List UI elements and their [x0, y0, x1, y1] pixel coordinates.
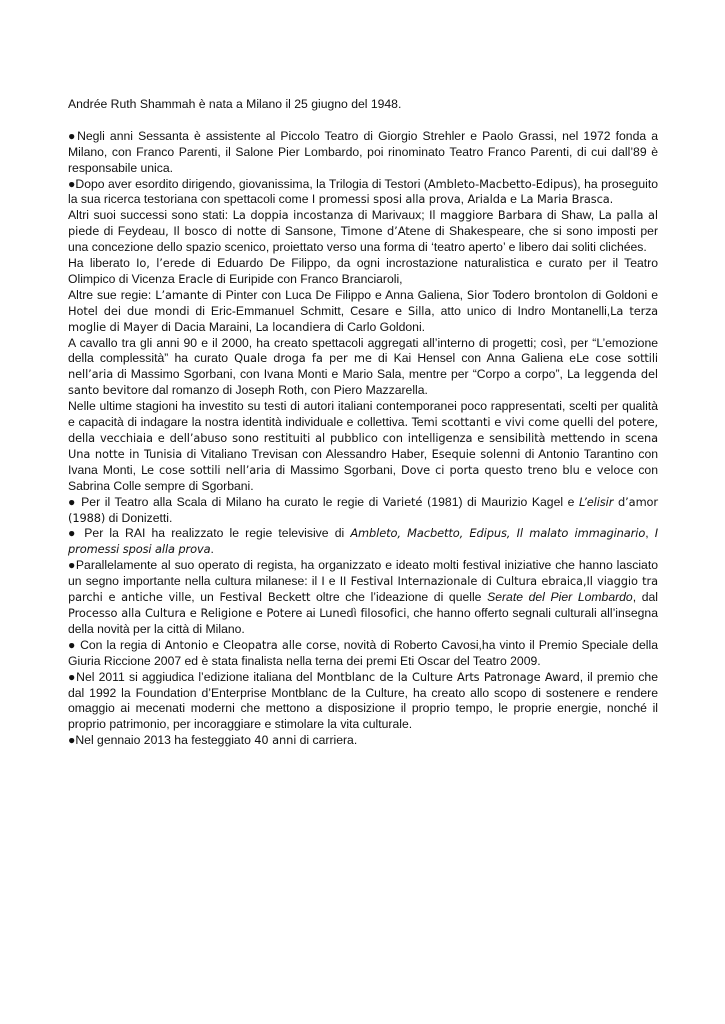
text-run: di Eduardo De Filippo, da ogni incrostazione naturalistica e curato per il Teatro Olimpico di Vicenza: [68, 256, 658, 286]
text-run: Altre sue regie:: [68, 287, 156, 302]
text-run: ), ha proseguito la sua ricerca testoriana con spettacoli come: [68, 176, 658, 207]
paragraph: [68, 733, 658, 749]
text-run: di Massimo Sgorbani, con Ivana Monti e Mario Sala, mentre per “Corpo a corpo”,: [113, 367, 567, 382]
work-title: Una notte in Tunisia: [68, 446, 183, 461]
text-run: di Dacia Maraini,: [158, 319, 256, 334]
paragraph: [68, 670, 658, 734]
paragraph: [68, 288, 658, 336]
italic-text: Serate del Pier Lombardo: [487, 590, 633, 605]
text-run: ●Dopo aver esordito dirigendo, giovanissima, la Trilogia di Testori (: [68, 176, 428, 191]
text-run: di Kai Hensel con Anna Galiena e: [371, 351, 577, 366]
paragraph: [68, 558, 658, 638]
work-title: La palla al piede: [68, 208, 658, 239]
work-title: Il maggiore Barbara: [429, 208, 543, 223]
work-title: 40 anni: [254, 733, 297, 748]
text-run: di Feydeau: [99, 224, 166, 239]
text-run: , novità di Roberto Cavosi,ha vinto il Premio Speciale della Giuria Riccione 2007 ed è stata finalista nella terna dei premi Eti Oscar del Teatro 2009.: [68, 637, 658, 668]
text-run: oltre che l’ideazione di quelle: [310, 590, 488, 605]
text-run: di Pinter con Luca De Filippo e Anna Galiena,: [208, 287, 467, 302]
text-run: Ha liberato: [68, 256, 137, 271]
work-title: La terza moglie di Mayer: [68, 303, 659, 334]
text-run: ●Nel gennaio 2013 ha festeggiato: [68, 733, 255, 748]
work-title: Sior Todero brontolon: [467, 287, 588, 302]
work-title: , Il bosco di notte: [165, 224, 267, 239]
text-run: ● Per il Teatro alla Scala di Milano ha curato le regie di: [68, 494, 383, 509]
text-run: di Shaw,: [542, 208, 599, 223]
text-run: di Eric-Emmanuel Schmitt,: [189, 303, 351, 318]
text-run: , dal: [632, 590, 658, 605]
work-title: La doppia incostanza: [232, 208, 354, 223]
paragraph: [68, 526, 658, 558]
paragraph: [68, 208, 658, 256]
blank-line: [68, 113, 658, 129]
work-title: Festival Beckett: [219, 590, 311, 605]
work-title: L’amante: [155, 287, 209, 302]
intro-line: Andrée Ruth Shammah è nata a Milano il 25 giugno del 1948.: [68, 97, 402, 111]
text-run: ,: [645, 526, 655, 541]
text-run: di Shakespeare, che si sono imposti per una concezione dello spazio scenico, proiettato verso una forma di ‘teatro aperto’ e libero dai soliti clichées.: [68, 224, 658, 255]
work-title: Eracle: [178, 271, 213, 286]
text-run: con Sabrina Colle sempre di Sgorbani.: [68, 462, 658, 493]
text-run: ●Parallelamente al suo operato di regista, ha organizzato e ideato molti festival iniziative che hanno lasciato un segno importante nella cultura milanese: il: [68, 558, 658, 589]
work-title: La leggenda del santo bevitore: [68, 367, 658, 398]
text-run: di Massimo Sgorbani,: [270, 462, 401, 477]
work-title: I promessi sposi alla prova: [68, 526, 658, 557]
paragraph: [68, 177, 658, 209]
text-run: di Sansone,: [266, 224, 341, 239]
work-title: L’elisir: [579, 494, 614, 509]
text-run: di Marivaux;: [353, 208, 430, 223]
paragraph: [68, 399, 658, 494]
text-run: ai: [302, 605, 320, 620]
paragraph: [68, 336, 658, 400]
work-title: Antonio e Cleopatra alle corse: [164, 637, 337, 652]
paragraph: [68, 256, 658, 288]
text-run: Altri suoi successi sono stati:: [68, 208, 233, 223]
text-run: e: [506, 192, 521, 207]
work-title: Io, l’erede: [136, 256, 195, 271]
text-run: ●Nel 2011 si aggiudica l’edizione italiana del: [68, 669, 317, 684]
work-title: Dove ci porta questo treno blu e veloce: [400, 462, 634, 477]
text-run: di Carlo Goldoni.: [330, 319, 426, 334]
work-title: Quale droga fa per me: [234, 351, 372, 366]
work-title: Le cose sottili nell’aria: [68, 351, 658, 382]
text-run: dal romanzo di Joseph Roth, con Piero Mazzarella.: [148, 383, 428, 398]
work-title: II Festival Internazionale di Cultura ebraica,Il viaggio tra parchi e antiche ville: [68, 574, 658, 605]
work-title: d’amor (1988): [68, 494, 659, 525]
text-run: di Antonio Tarantino con Ivana Monti,: [68, 446, 659, 477]
text-run: ● Per la RAI ha realizzato le regie televisive di: [68, 526, 351, 541]
text-run: ● Con la regia di: [68, 637, 165, 652]
work-title: Le cose sottili nell’aria: [140, 462, 271, 477]
work-title: Varieté (: [382, 494, 432, 509]
paragraph: [68, 129, 658, 177]
text-run: , che hanno offerto segnali culturali all’insegna della novità per la città di Milano.: [68, 605, 658, 636]
work-title: Esequie solenni: [431, 446, 521, 461]
work-title: Ambleto-Macbetto-Edipus: [427, 176, 574, 191]
text-run: , un: [191, 590, 220, 605]
text-run: , il premio che dal 1992 la Foundation d’Enterprise Montblanc de la Culture, ha creato allo scopo di sostenere e rendere omaggio ai mecenati moderni che mettono a disposizione il proprio tempo, le proprie energie, nonché il proprio patrimonio, per incoraggiare e stimolare la vita culturale.: [68, 669, 658, 732]
document-body: [68, 129, 658, 749]
text-run: di Vitaliano Trevisan con Alessandro Haber,: [182, 446, 432, 461]
text-run: di Donizetti.: [105, 510, 173, 525]
text-run: di Goldoni e: [587, 287, 658, 302]
text-run: di Euripide con Franco Branciaroli,: [212, 271, 403, 286]
work-title: Timone d’Atene: [340, 224, 431, 239]
text-run: 1981) di Maurizio Kagel e: [431, 494, 580, 509]
work-title: Arialda: [467, 192, 507, 207]
paragraph: [68, 495, 658, 527]
document-page: [68, 97, 658, 749]
work-title: .: [404, 415, 409, 430]
work-title: La locandiera: [255, 319, 331, 334]
text-run: ,: [460, 192, 468, 207]
text-run: Nelle ultime stagioni ha investito su testi di autori italiani contemporanei poco rappresentati, scelti per qualità e capacità di indagare la nostra identità individuale e collettiva: [68, 399, 658, 430]
work-title: La Maria Brasca.: [520, 192, 614, 207]
work-title: Ambleto, Macbetto, Edipus, Il malato immaginario: [350, 526, 646, 541]
text-run: , atto unico di Indro Montanelli,: [431, 303, 611, 318]
text-run: ●Negli anni Sessanta è assistente al Piccolo Teatro di Giorgio Strehler e Paolo Grassi, nel 1972 fonda a Milano, con Franco Parenti, il Salone Pier Lombardo, poi rinominato Teatro Franco Parenti, di cui dall’89 è responsabile unica.: [68, 128, 658, 175]
text-run: di carriera.: [296, 733, 358, 748]
work-title: Temi scottanti e vivi come quelli del potere, della vecchiaia e dell’abuso sono restituiti al pubblico con intelligenza e sensibilità mettendo in scena: [68, 415, 658, 446]
work-title: Lunedì filosofici: [319, 605, 407, 620]
work-title: Cesare e Silla: [350, 303, 432, 318]
work-title: Hotel dei due mondi: [68, 303, 190, 318]
text-run: .: [210, 542, 214, 557]
work-title: Montblanc de la Culture Arts Patronage Award: [316, 669, 580, 684]
paragraph: [68, 638, 658, 670]
work-title: Processo alla Cultura e Religione e Potere: [68, 605, 303, 620]
work-title: I: [321, 574, 325, 589]
text-run: e: [324, 574, 340, 589]
work-title: I promessi sposi alla prova: [311, 192, 461, 207]
text-run: A cavallo tra gli anni 90 e il 2000, ha creato spettacoli aggregati all’interno di progetti; così, per “L’emozione della complessità” ha curato: [68, 335, 658, 366]
